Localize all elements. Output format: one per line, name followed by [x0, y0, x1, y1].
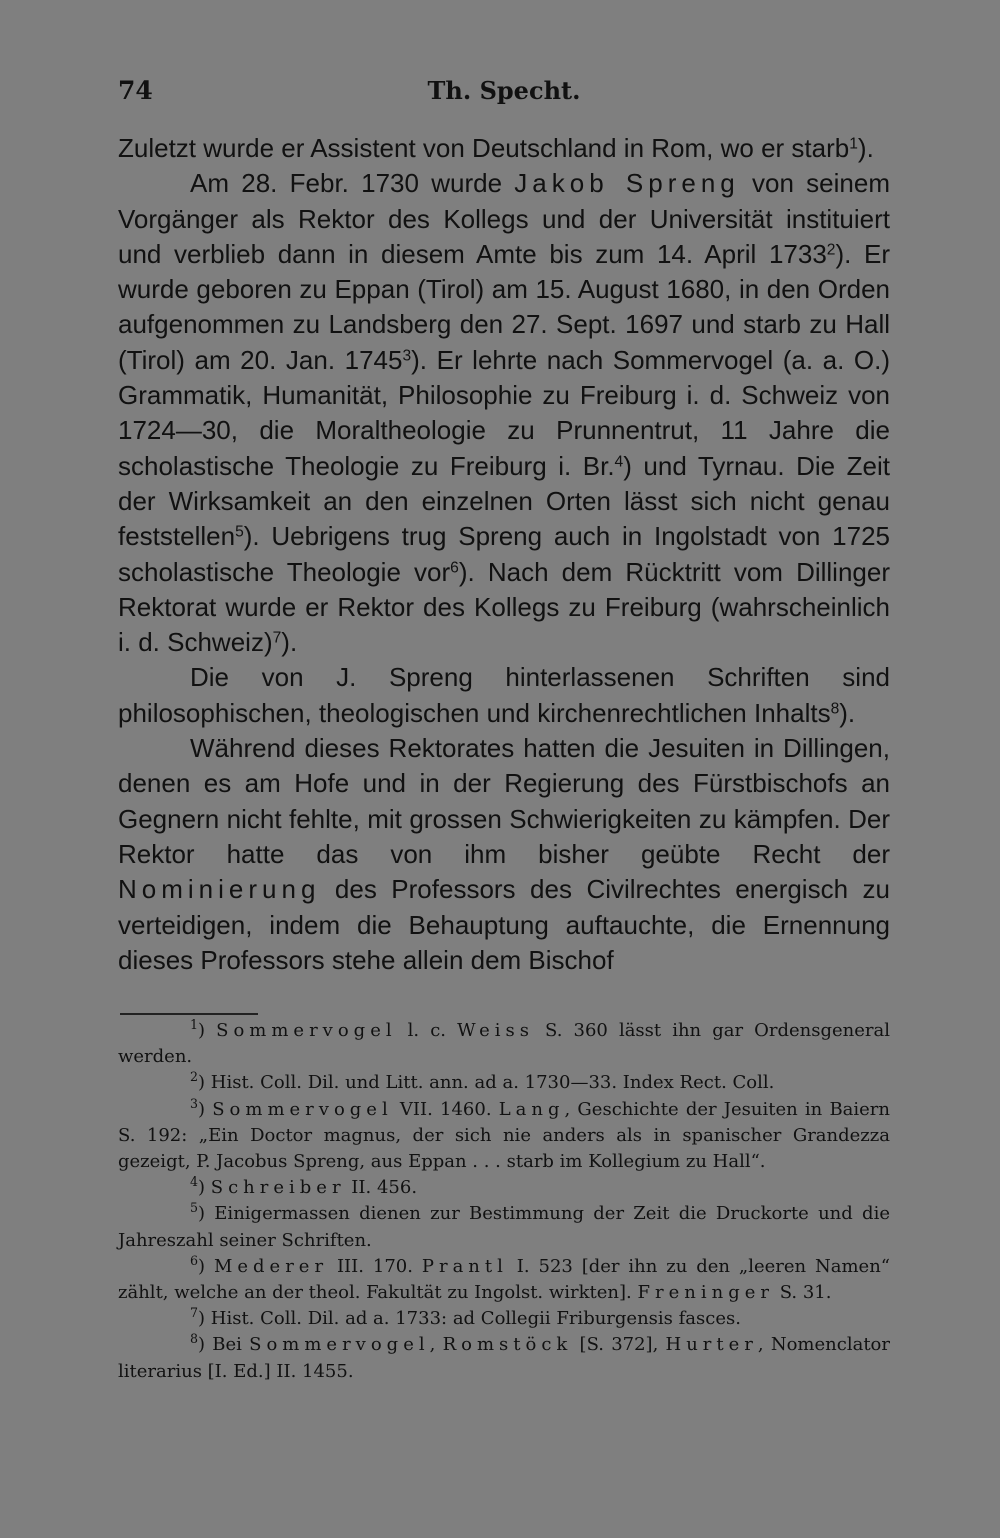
spaced-name: Sommervogel: [212, 1098, 393, 1120]
footnote-marker: 4: [190, 1174, 199, 1190]
text-run: des Professors des Civilrechtes energisch zu verteidigen, indem die Behauptung auftauchte, die Ernennung dieses Professors stehe allein dem Bischof: [118, 874, 890, 975]
footnote-marker: 4: [614, 453, 624, 471]
text-run: S. 360 lässt ihn gar Ordensgeneral werden.: [118, 1020, 890, 1068]
spaced-name: Jakob Spreng: [514, 168, 740, 199]
text-run: ): [198, 1255, 214, 1277]
text-run: S. 31.: [773, 1282, 832, 1304]
page-number: 74: [118, 76, 153, 105]
text-run: I. 523 [der ihn zu den „leeren Namen“ zählt, welche an der theol. Fakultät zu Ingolst. wirkten].: [118, 1255, 890, 1304]
text-run: Die von J. Spreng hinterlassenen Schriften sind philosophischen, theologischen und kirchenrechtlichen Inhalts: [118, 662, 890, 728]
footnote: [118, 1306, 890, 1332]
running-title: Th. Specht.: [427, 76, 581, 105]
text-run: ): [198, 1020, 217, 1041]
text-run: [S. 372],: [572, 1334, 666, 1356]
footnote: [118, 1018, 890, 1070]
spaced-name: Freninger: [637, 1282, 774, 1304]
text-run: III. 170.: [328, 1255, 422, 1277]
text-run: ). Nach dem Rücktritt vom Dillinger Rektorat wurde er Rektor des Kollegs zu Freiburg (wahrscheinlich i. d. Schweiz): [118, 556, 891, 658]
footnote-marker: 3: [190, 1095, 199, 1111]
text-run: , Nomenclator literarius [I. Ed.] II. 1455.: [118, 1334, 890, 1382]
footnote-marker: 6: [190, 1252, 199, 1268]
footnote-marker: 2: [190, 1069, 199, 1085]
footnote: [118, 1097, 890, 1176]
text-run: ) Hist. Coll. Dil. und Litt. ann. ad a. 1730—33. Index Rect. Coll.: [198, 1072, 775, 1094]
text-run: ).: [857, 133, 874, 163]
text-run: ). Er lehrte nach Sommervogel (a. a. O.) Grammatik, Humanität, Philosophie zu Freiburg i. d. Schweiz von 1724—30, die Moraltheologie zu Prunnentrut, 11 Jahre die scholastische Theologie zu Freiburg i. Br.: [118, 344, 890, 481]
text-run: von seinem Vorgänger als Rektor des Kollegs und der Universität instituiert und verblieb dann in diesem Amte bis zum 14. April 1733: [118, 168, 890, 269]
paragraph: [118, 166, 890, 660]
footnote-marker: 7: [272, 629, 282, 647]
text-run: Am 28. Febr. 1730 wurde: [190, 168, 515, 199]
footnote-marker: 3: [402, 347, 412, 365]
main-text: [118, 131, 890, 978]
footnote: [118, 1332, 890, 1384]
text-run: ): [198, 1177, 211, 1199]
spaced-name: Romstöck: [442, 1334, 573, 1356]
paragraph: [118, 131, 890, 166]
spaced-name: Prantl: [421, 1255, 508, 1277]
footnote-marker: 5: [235, 523, 244, 541]
text-run: VII. 1460.: [392, 1098, 499, 1120]
footnote-separator: [120, 1013, 258, 1015]
text-run: Zuletzt wurde er Assistent von Deutschland in Rom, wo er starb: [118, 133, 850, 163]
footnote: [118, 1201, 890, 1253]
paragraph: [118, 660, 890, 731]
page-header: [118, 76, 890, 112]
spaced-name: Schreiber: [210, 1177, 346, 1199]
footnote-marker: 1: [190, 1017, 199, 1033]
text-run: ). Er wurde geboren zu Eppan (Tirol) am 15. August 1680, in den Orden aufgenommen zu Landsberg den 27. Sept. 1697 und starb zu Hall (Tirol) am 20. Jan. 1745: [118, 238, 890, 375]
text-run: ) Bei: [198, 1334, 250, 1356]
paragraph: [118, 731, 890, 978]
text-run: ) Einigermassen dienen zur Bestimmung der Zeit die Druckorte und die Jahreszahl seiner Schriften.: [118, 1203, 890, 1251]
text-run: ) Hist. Coll. Dil. ad a. 1733: ad Collegii Friburgensis fasces.: [198, 1308, 741, 1330]
text-run: , Geschichte der Jesuiten in Baiern S. 192: „Ein Doctor magnus, der sich nie anders als in spanischer Grandezza gezeigt, P. Jacobus Spreng, aus Eppan . . . starb im Kollegium zu Hall“.: [118, 1098, 891, 1173]
footnote-marker: 7: [190, 1305, 199, 1321]
spaced-name: Hurter: [665, 1334, 758, 1356]
text-run: Während dieses Rektorates hatten die Jesuiten in Dillingen, denen es am Hofe und in der Regierung des Fürstbischofs an Gegnern nicht fehlte, mit grossen Schwierigkeiten zu kämpfen. Der Rektor hatte das von ihm bisher geübte Recht der: [118, 733, 890, 869]
footnote: [118, 1175, 890, 1201]
text-run: II. 456.: [345, 1177, 418, 1199]
footnote-marker: 6: [450, 558, 459, 576]
spaced-name: Mederer: [213, 1255, 329, 1277]
footnote-marker: 5: [190, 1200, 199, 1216]
text-run: ): [198, 1098, 213, 1120]
text-run: ).: [839, 697, 856, 728]
spaced-name: Weiss: [457, 1020, 534, 1041]
footnote-marker: 2: [826, 241, 836, 259]
text-run: ) und Tyrnau. Die Zeit der Wirksamkeit an den einzelnen Orten lässt sich nicht genau feststellen: [118, 450, 891, 552]
footnote: [118, 1070, 890, 1096]
footnote-marker: 8: [190, 1331, 199, 1347]
footnote-marker: 1: [849, 135, 858, 153]
text-run: l. c.: [396, 1020, 458, 1041]
text-run: ,: [429, 1334, 443, 1356]
spaced-name: Sommervogel: [216, 1020, 397, 1041]
text-run: ).: [281, 627, 298, 658]
text-run: ). Uebrigens trug Spreng auch in Ingolstadt von 1725 scholastische Theologie vor: [118, 521, 890, 587]
spaced-name: Nominierung: [118, 874, 321, 905]
footnote: [118, 1254, 890, 1306]
footnote-marker: 8: [830, 700, 840, 718]
spaced-name: Lang: [498, 1098, 565, 1120]
spaced-name: Sommervogel: [249, 1334, 430, 1356]
footnotes: [118, 1018, 890, 1385]
